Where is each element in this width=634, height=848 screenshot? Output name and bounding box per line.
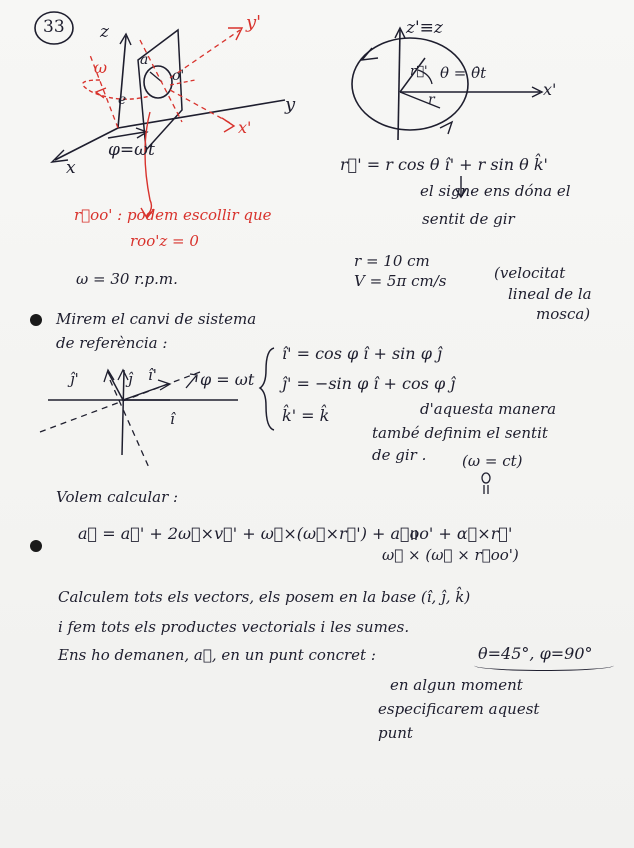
basis-eq-1: î' = cos φ î + sin φ ĵ — [282, 344, 442, 363]
values-underline — [474, 660, 614, 671]
calc-line-2: i fem tots els productes vectorials i les sumes. — [58, 618, 410, 636]
v-note-line3: mosca) — [536, 305, 591, 323]
fly-circle — [144, 66, 172, 98]
fig1-z-label: z — [100, 22, 109, 42]
red-note-line2: roo'z = 0 — [130, 232, 199, 250]
fig3-j-label: ĵ — [128, 370, 133, 388]
v-note-line1: (velocitat — [494, 264, 566, 282]
change-system-line1: Mirem el canvi de sistema — [56, 310, 257, 328]
moment-note-line2: especificarem aquest — [378, 700, 540, 718]
fig1-o-prime-label: o' — [172, 68, 185, 84]
fig1-phi-label: φ=ωt — [108, 140, 155, 160]
r-value: r = 10 cm — [354, 252, 430, 270]
sign-note-line2: sentit de gir — [422, 210, 515, 228]
system-brace — [260, 348, 274, 430]
fig1-omega-label: ω — [94, 58, 108, 77]
change-system-line2: de referència : — [56, 334, 168, 352]
fig1-x-label: x — [66, 158, 76, 178]
fig1-y-prime-label: y' — [246, 12, 262, 33]
omega-value: ω = 30 r.p.m. — [76, 270, 178, 288]
fig3-i-prime-label: î' — [148, 366, 157, 384]
problem-number: 33 — [43, 17, 65, 37]
note-arrow — [145, 112, 151, 216]
moment-note-line1: en algun moment — [390, 676, 523, 694]
want-calc: Volem calcular : — [56, 488, 179, 506]
omega-constant: (ω = ct) — [462, 452, 523, 470]
basis-eq-3: k̂' = k̂ — [282, 406, 330, 425]
calc-values: θ=45°, φ=90° — [478, 644, 593, 663]
fig3-i-label: î — [170, 410, 175, 428]
fig1-e-label: e — [118, 92, 127, 108]
fig2-theta-label: θ = θ̇t — [440, 64, 487, 82]
z-axis — [118, 36, 126, 128]
fig3-phi-label: φ = ωt — [200, 370, 255, 389]
red-note-line1: r⃗oo' : podem escollir que — [74, 206, 272, 224]
calc-line-1: Calculem tots els vectors, els posem en la base (î, ĵ, k̂) — [58, 588, 471, 606]
sign-note-line1: el signe ens dóna el — [420, 182, 571, 200]
basis-note-line1: d'aquesta manera — [420, 400, 557, 418]
fig1-x-prime-label: x' — [238, 118, 252, 137]
fig3-j-prime-label: ĵ' — [70, 370, 79, 388]
fig2-r-label: r — [428, 92, 435, 108]
fig2-r-vector-label: r⃗' — [410, 64, 428, 79]
fig2-z-label: z'≡z — [406, 18, 443, 38]
fig1-a-label: a — [140, 52, 149, 68]
v-note-line2: lineal de la — [508, 285, 592, 303]
punch-hole-bottom — [30, 540, 42, 552]
main-equation: a⃗ = a⃗' + 2ω⃗×v⃗' + ω⃗×(ω⃗×r⃗') + a⃗oo' + α⃗×r⃗' — [78, 524, 513, 543]
basis-note-line3: de gir . — [372, 446, 427, 464]
fig2-x-label: x' — [543, 80, 557, 99]
moment-note-line3: punt — [378, 724, 413, 742]
j-axis — [122, 370, 124, 455]
centripetal-term: ω⃗ × (ω⃗ × r⃗oo') — [382, 546, 519, 564]
v-value: V = 5π cm/s — [354, 272, 447, 290]
z-prime-axis — [398, 30, 400, 140]
basis-eq-2: ĵ' = −sin φ î + cos φ ĵ — [282, 374, 456, 393]
r-prime-equation: r⃗' = r cos θ î' + r sin θ k̂' — [340, 155, 548, 174]
punch-hole-top — [30, 314, 42, 326]
fig1-y-label: y — [285, 94, 296, 115]
basis-note-line2: també definim el sentit — [372, 424, 548, 442]
calc-line-3: Ens ho demanen, a⃗, en un punt concret : — [58, 646, 376, 664]
